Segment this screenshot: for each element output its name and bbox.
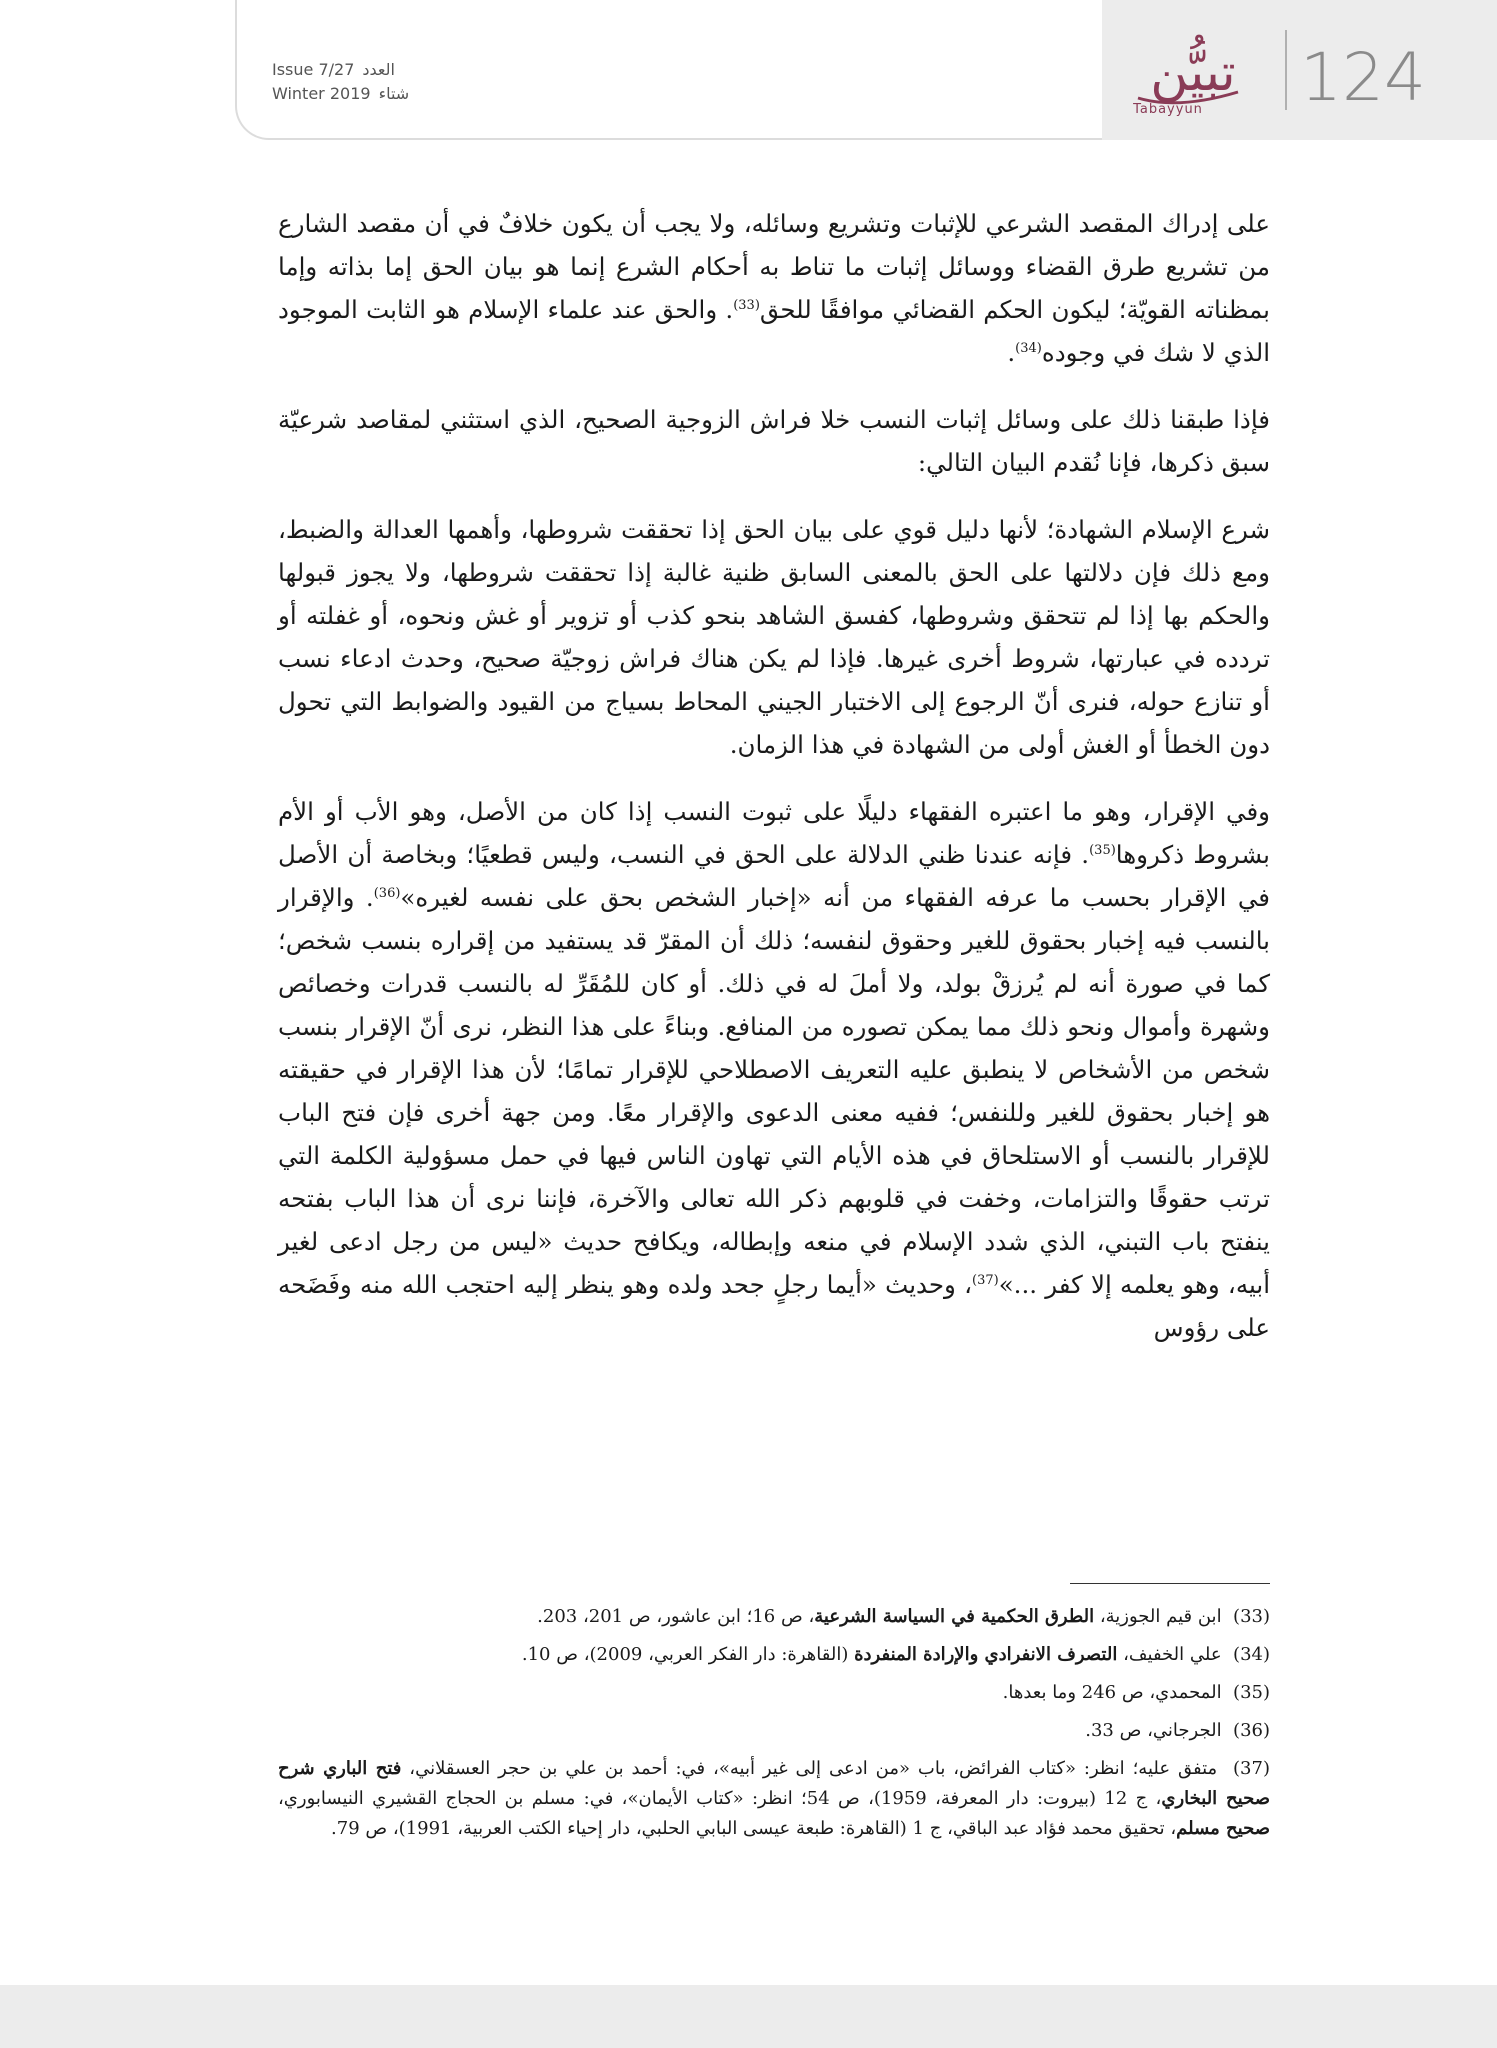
logo-latin-text: Tabayyun bbox=[1133, 102, 1203, 117]
footnote-ref: (33) bbox=[733, 297, 760, 313]
footnote-33: (33) ابن قيم الجوزية، الطرق الحكمية في السياسة الشرعية، ص 16؛ ابن عاشور، ص 201، 203. bbox=[537, 1606, 1270, 1627]
logo-arabic-text: تبيُّن bbox=[1150, 43, 1236, 103]
footnote-ref: (34) bbox=[1015, 340, 1042, 356]
footnote-37: (37) متفق عليه؛ انظر: «كتاب الفرائض، باب «من ادعى إلى غير أبيه»، في: أحمد بن علي بن حجر العسقلاني، فتح الباري شرح صحيح البخاري، ج 12 (بيروت: دار المعرفة، 1959)، ص 54؛ انظر: «كتاب الأيمان»، في: مسلم بن الحجاج القشيري النيسابوري، صحيح مسلم، تحقيق محمد فؤاد عبد الباقي، ج 1 (القاهرة: طبعة عيسى البابي الحلبي، دار إحياء الكتب العربية، 1991)، ص 79. bbox=[278, 1758, 1270, 1839]
issue-label-en: Issue 7/27 bbox=[272, 60, 355, 79]
paragraph-2: فإذا طبقنا ذلك على وسائل إثبات النسب خلا فراش الزوجية الصحيح، الذي استثني لمقاصد شرعيّة سبق ذكرها، فإنا نُقدم البيان التالي: bbox=[278, 405, 1270, 477]
footnote-34: (34) علي الخفيف، التصرف الانفرادي والإرادة المنفردة (القاهرة: دار الفكر العربي، 2009)، ص 10. bbox=[521, 1644, 1270, 1665]
footnote-36: (36) الجرجاني، ص 33. bbox=[1085, 1720, 1270, 1741]
footnote-ref: (35) bbox=[1089, 842, 1116, 858]
footnote-ref: (37) bbox=[971, 1272, 999, 1288]
footnote-separator bbox=[1070, 1583, 1270, 1584]
article-body bbox=[278, 202, 1270, 1373]
paragraph-1: على إدراك المقصد الشرعي للإثبات وتشريع وسائله، ولا يجب أن يكون خلافٌ في أن مقصد الشارع من تشريع طرق القضاء ووسائل إثبات ما تناط به أحكام الشرع إنما هو بيان الحق إما بذاته وإما بمظناته القويّة؛ ليكون الحكم القضائي موافقًا للحق$^{(33)}$. والحق عند علماء الإسلام هو الثابت الموجود الذي لا شك في وجوده$^{(34)}$. bbox=[278, 209, 1270, 367]
footnotes bbox=[278, 1602, 1270, 1852]
page-number: 124 bbox=[1300, 39, 1426, 116]
paragraph-3: شرع الإسلام الشهادة؛ لأنها دليل قوي على بيان الحق إذا تحققت شروطها، وأهمها العدالة والضبط، ومع ذلك فإن دلالتها على الحق بالمعنى السابق ظنية غالبة إذا تحققت شروطها، ولا يجوز قبولها والحكم بها إذا لم تتحقق وشروطها، كفسق الشاهد بنحو كذب أو تزوير أو غش ونحوه، أو غفلته أو تردده في عبارتها، شروط أخرى غيرها. فإذا لم يكن هناك فراش زوجيّة صحيح، وحدث ادعاء نسب أو تنازع حوله، فنرى أنّ الرجوع إلى الاختبار الجيني المحاط بسياج من القيود والضوابط التي تحول دون الخطأ أو الغش أولى من الشهادة في هذا الزمان. bbox=[278, 515, 1270, 759]
page-bottom-band bbox=[0, 1985, 1497, 2048]
issue-info bbox=[272, 58, 452, 106]
footnote-ref: (36) bbox=[373, 885, 401, 901]
paragraph-4: وفي الإقرار، وهو ما اعتبره الفقهاء دليلًا على ثبوت النسب إذا كان من الأصل، وهو الأب أو الأم بشروط ذكروها$^{(35)}$. فإنه عندنا ظني الدلالة على الحق في النسب، وليس قطعيًا؛ وبخاصة أن الأصل في الإقرار بحسب ما عرفه الفقهاء من أنه «إخبار الشخص بحق على نفسه لغيره»$^{(36)}$. والإقرار بالنسب فيه إخبار بحقوق للغير وحقوق لنفسه؛ ذلك أن المقرّ قد يستفيد من إقراره بنسب شخص؛ كما في صورة أنه لم يُرزقْ بولد، ولا أملَ له في ذلك. أو كان للمُقَرِّ له بالنسب قدرات وخصائص وشهرة وأموال ونحو ذلك مما يمكن تصوره من المنافع. وبناءً على هذا النظر، نرى أنّ الإقرار بنسب شخص من الأشخاص لا ينطبق عليه التعريف الاصطلاحي للإقرار تمامًا؛ لأن هذا الإقرار في حقيقته هو إخبار بحقوق للغير وللنفس؛ ففيه معنى الدعوى والإقرار معًا. ومن جهة أخرى فإن فتح الباب للإقرار بالنسب أو الاستلحاق في هذه الأيام التي تهاون الناس فيها في حمل مسؤولية الكلمة التي ترتب حقوقًا والتزامات، وخفت في قلوبهم ذكر الله تعالى والآخرة، فإننا نرى أن هذا الباب بفتحه ينفتح باب التبني، الذي شدد الإسلام في منعه وإبطاله، ويكافح حديث «ليس من رجل ادعى لغير أبيه، وهو يعلمه إلا كفر ...»$^{(37)}$، وحديث «أيما رجلٍ جحد ولده وهو ينظر إليه احتجب الله منه وفَضَحه على رؤوس bbox=[278, 797, 1270, 1342]
footnote-35: (35) المحمدي، ص 246 وما بعدها. bbox=[1002, 1682, 1270, 1703]
page-header bbox=[0, 0, 1497, 140]
issue-label-ar: العدد bbox=[362, 60, 395, 79]
header-divider bbox=[1285, 30, 1287, 110]
season-ar: شتاء bbox=[378, 84, 410, 103]
season-en: Winter 2019 bbox=[272, 84, 371, 103]
